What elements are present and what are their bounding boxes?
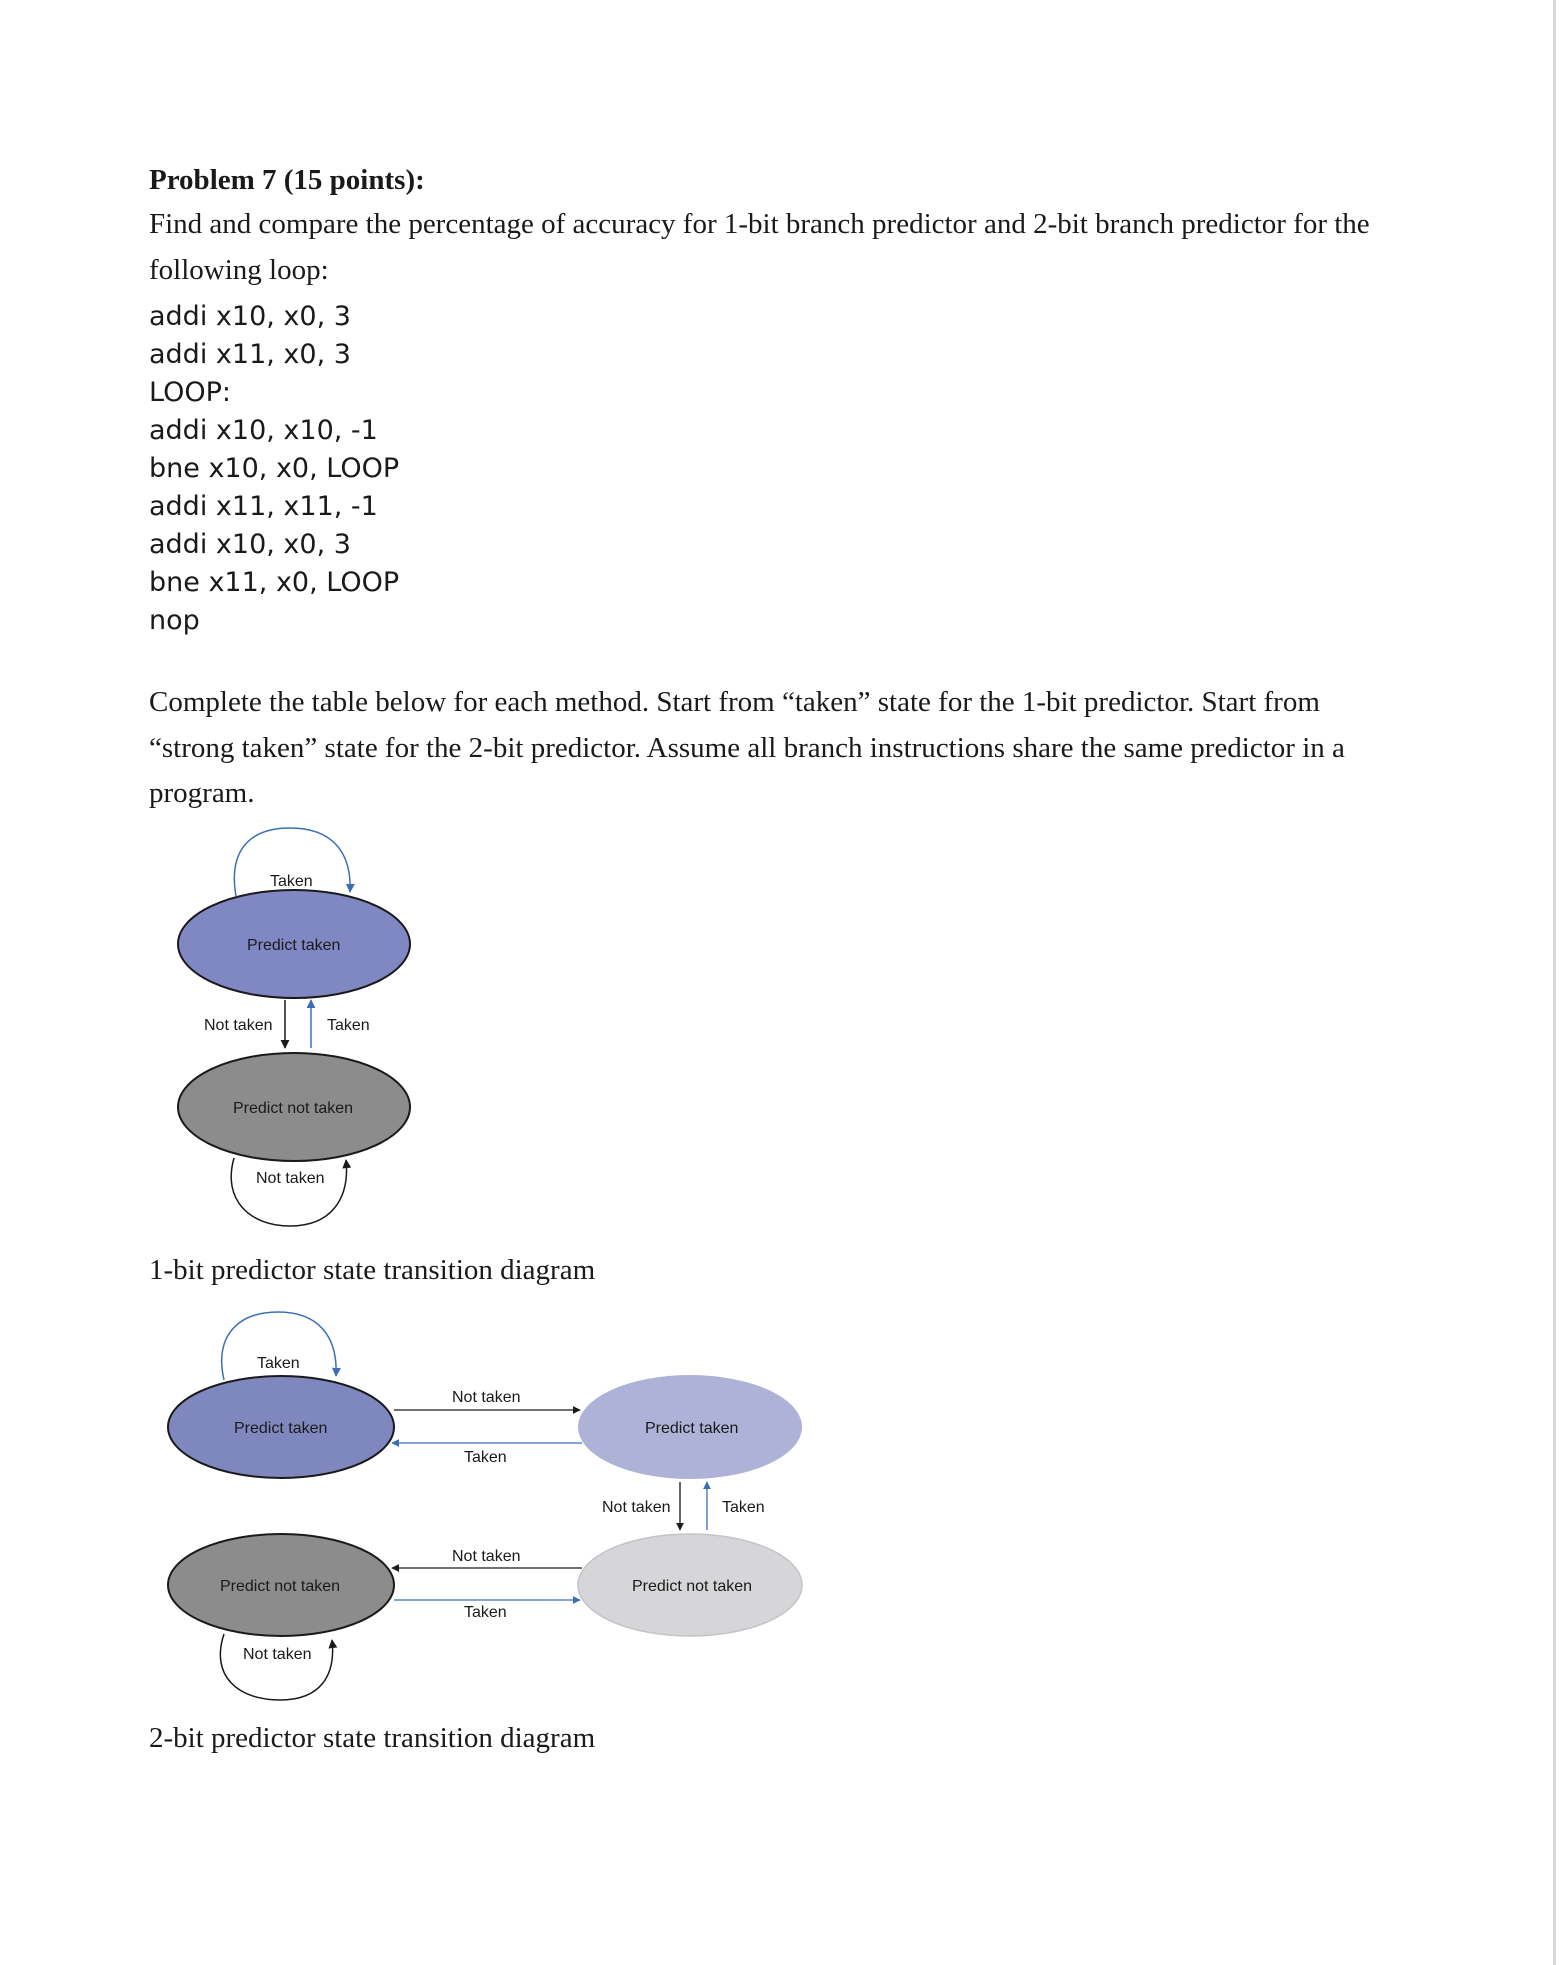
code-line: bne x10, x0, LOOP (149, 453, 400, 484)
loop-top-label: Taken (257, 1355, 300, 1372)
predict-taken-label: Predict taken (247, 937, 341, 954)
problem-instructions: Complete the table below for each method. Start from “taken” state for the 1-bit predictor. Start from “strong taken” state for the 2-bit predictor. Assume all branch instructions share the same predictor in a program. (149, 686, 1345, 809)
bottom-left-label: Not taken (452, 1548, 521, 1565)
top-right-label: Not taken (452, 1389, 521, 1406)
top-left-label: Taken (464, 1449, 507, 1466)
code-line: addi x11, x11, -1 (149, 491, 378, 522)
bottom-right-label: Taken (464, 1604, 507, 1621)
one-bit-caption: 1-bit predictor state transition diagram (149, 1254, 596, 1286)
two-bit-state-diagram (0, 1300, 860, 1710)
code-line: nop (149, 605, 200, 636)
code-line: addi x10, x10, -1 (149, 415, 378, 446)
right-up-label: Taken (722, 1499, 765, 1516)
self-loop-not-taken-arrow (231, 1158, 346, 1226)
code-line: addi x11, x0, 3 (149, 339, 351, 370)
predict-not-taken-label: Predict not taken (233, 1100, 354, 1117)
code-listing (149, 298, 399, 640)
weak-predict-not-taken-label: Predict not taken (632, 1578, 753, 1595)
code-line: bne x11, x0, LOOP (149, 567, 400, 598)
strong-predict-not-taken-label: Predict not taken (220, 1578, 341, 1595)
one-bit-state-diagram (0, 820, 460, 1240)
code-line: addi x10, x0, 3 (149, 529, 351, 560)
page-edge (1553, 0, 1556, 1965)
right-down-label: Not taken (602, 1499, 671, 1516)
code-line: LOOP: (149, 377, 231, 408)
problem-heading: Problem 7 (15 points): (149, 164, 425, 196)
up-label: Taken (327, 1017, 370, 1034)
strong-predict-taken-label: Predict taken (234, 1420, 328, 1437)
weak-predict-taken-label: Predict taken (645, 1420, 739, 1437)
code-line: addi x10, x0, 3 (149, 301, 351, 332)
two-bit-caption: 2-bit predictor state transition diagram (149, 1722, 596, 1754)
loop-bottom-label: Not taken (243, 1646, 312, 1663)
loop-top-label: Taken (270, 873, 313, 890)
loop-bottom-label: Not taken (256, 1170, 325, 1187)
self-loop-strong-not-taken-arrow (220, 1634, 332, 1700)
down-label: Not taken (204, 1017, 273, 1034)
problem-intro: Find and compare the percentage of accuracy for 1-bit branch predictor and 2-bit branch predictor for the following loop: (149, 208, 1370, 286)
